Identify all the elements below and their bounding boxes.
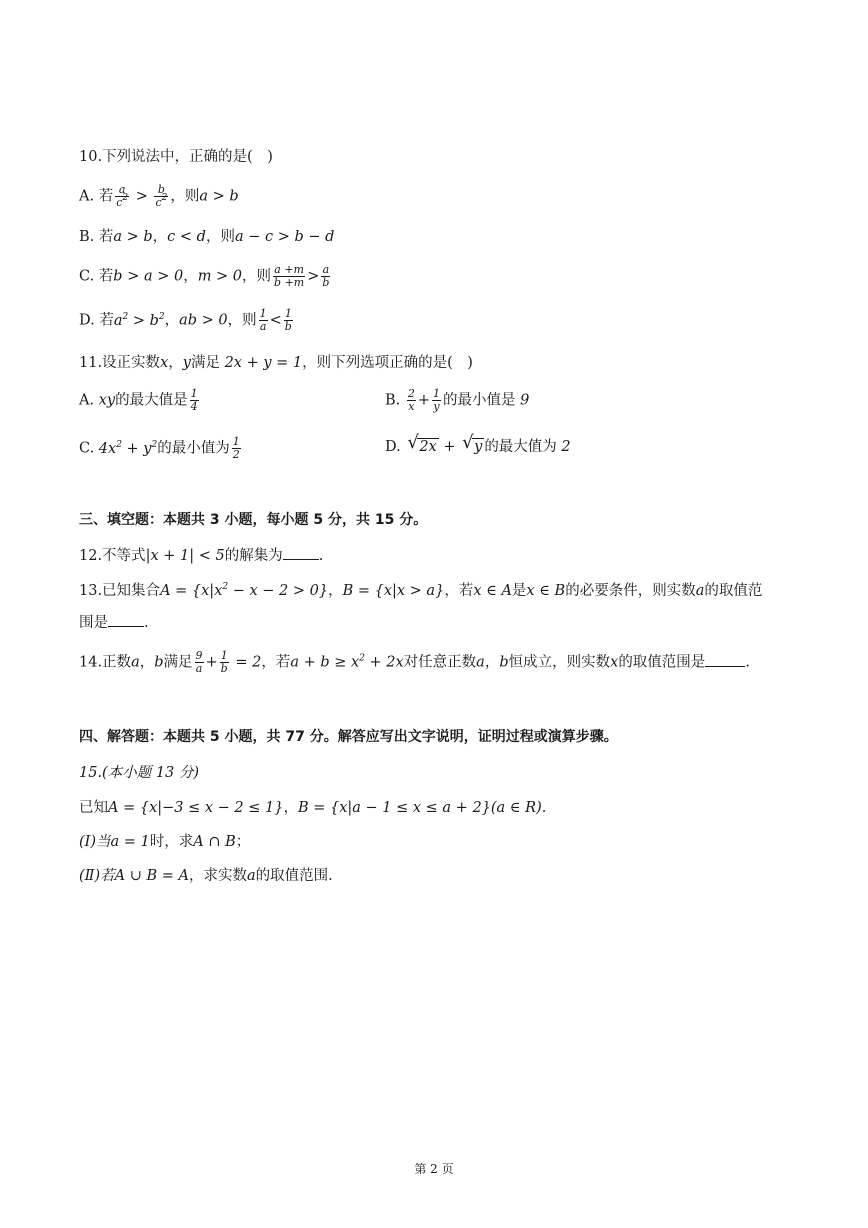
answer-blank	[108, 614, 144, 627]
answer-blank	[283, 547, 319, 560]
q15-part1: (Ⅰ)当a = 1时，求A ∩ B；	[79, 834, 251, 850]
q10-option-a: A. 若 $\frac{a}{c^2}$ > $\frac{b}{c^2}$ ，则a > b	[79, 183, 239, 209]
q10-option-b: B. 若a > b，c < d，则a − c > b − d	[79, 229, 335, 245]
section4-heading: 四、解答题：本题共 5 小题，共 77 分。解答应写出文字说明，证明过程或演算步骤。	[79, 729, 618, 745]
q12: 12.不等式|x + 1| < 5的解集为 .	[79, 548, 324, 564]
q10-stem: 10.下列说法中，正确的是( )	[79, 149, 273, 165]
q11-option-a: A. xy的最大值是 $\frac{1}{4}$	[79, 387, 198, 413]
q15-part2: (Ⅱ)若A ∪ B = A，求实数a的取值范围.	[79, 868, 333, 884]
q11-stem: 11.设正实数x，y满足 2x + y = 1，则下列选项正确的是( )	[79, 355, 473, 371]
q15-given: 已知A = {x|−3 ≤ x − 2 ≤ 1}，B = {x|a − 1 ≤ x ≤ a + 2}(a ∈ R).	[79, 800, 547, 816]
q11-option-c: C. $4x^2 + y^2$的最小值为 $\frac{1}{2}$	[79, 435, 240, 461]
q10-option-d: D. 若$a^2 > b^2$，ab > 0，则 $\frac{1}{a}$ < $\frac{1}{b}$	[79, 307, 292, 333]
section3-heading: 三、填空题：本题共 3 小题，每小题 5 分，共 15 分。	[79, 512, 428, 528]
q10-option-c: C. 若b > a > 0，m > 0，则 $\frac{a +m}{b +m}$ > $\frac{a}{b}$	[79, 263, 330, 289]
q15-title: 15.(本小题 13 分)	[79, 765, 200, 781]
q11-option-d: D. √ 2x + √ y 的最大值为 2	[385, 432, 571, 455]
answer-blank	[705, 654, 745, 667]
q14: 14.正数a，b满足 $\frac{9}{a}$ + $\frac{1}{b}$ = 2，若$a + b \ge x^2 + 2x$对任意正数a，b恒成立，则实数x的取值范围是 .	[79, 649, 750, 675]
option-label: A. 若	[79, 188, 114, 205]
q13-line1: 13.已知集合$A = \{x|x^2 - x - 2 > 0\}$，B = {x|x > a}，若x ∈ A是x ∈ B的必要条件，则实数a的取值范	[79, 582, 763, 599]
page-footer: 第 2 页	[414, 1162, 454, 1176]
q11-option-b: B. $\frac{2}{x}$ + $\frac{1}{y}$ 的最小值是 9	[385, 387, 530, 413]
q13-line2: 围是 .	[79, 615, 149, 631]
